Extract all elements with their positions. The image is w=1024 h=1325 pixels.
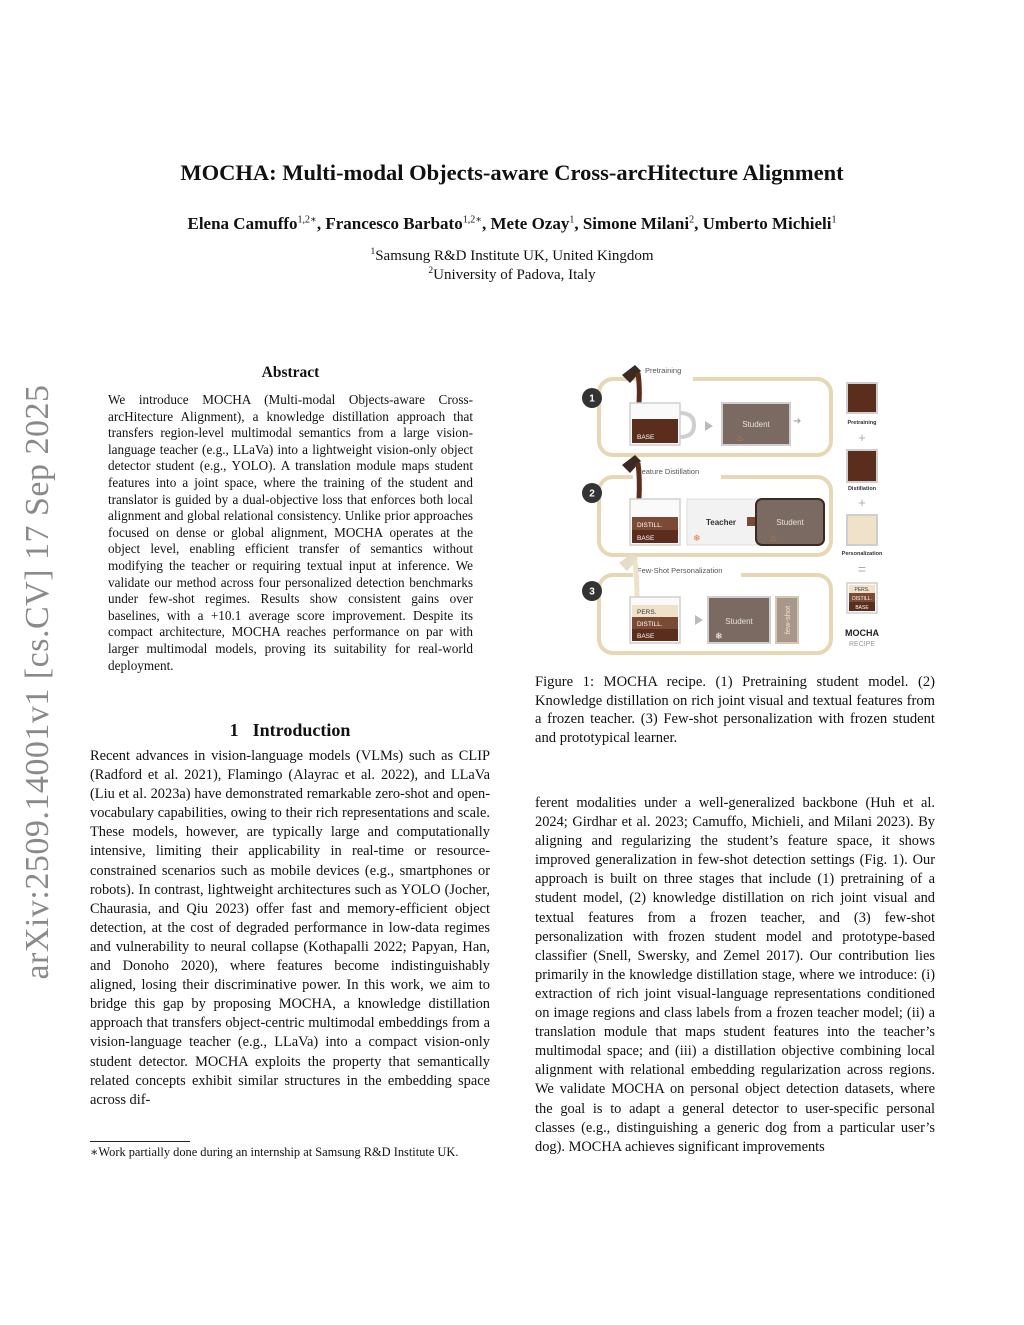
figure-caption: Figure 1: MOCHA recipe. (1) Pretraining student model. (2) Knowledge distillation on rich joint visual and textual features from a frozen teacher. (3) Few-shot personalization with frozen student and prototypical learner. (535, 674, 935, 746)
flame-icon: ♨ (769, 533, 778, 543)
svg-text:1: 1 (589, 393, 595, 405)
recipe-cup-distillation (847, 450, 877, 482)
author-affiliation-mark: 1 (831, 214, 837, 226)
svg-text:DISTILL.: DISTILL. (637, 522, 663, 529)
figure-mocha-recipe (575, 357, 895, 657)
svg-text:BASE: BASE (637, 535, 655, 542)
svg-text:BASE: BASE (855, 605, 869, 611)
footnote: ∗Work partially done during an internship at Samsung R&D Institute UK. (90, 1145, 459, 1159)
svg-text:Personalization: Personalization (841, 551, 883, 557)
svg-text:Distillation: Distillation (847, 486, 877, 492)
svg-text:+: + (858, 495, 866, 510)
svg-text:PERS.: PERS. (854, 587, 870, 593)
introduction-right-column: ferent modalities under a well-generalized backbone (Huh et al. 2024; Girdhar et al. 2023; Camuffo, Michieli, and Milani 2023). By aligning and regularizing the student’s feature space, it shows improved generalization in few-shot detection settings (Fig. 1). Our approach is built on three stages that include (1) pretraining of a student model, (2) knowledge distillation on rich joint visual and textual features from a frozen teacher, and (3) few-shot personalization with frozen student model and prototype-based classifier (Snell, Swersky, and Zemel 2017). Our contribution lies primarily in the knowledge distillation stage, where we introduce: (i) extraction of rich joint visual-language representations conditioned on image regions and class labels from a frozen teacher model; (ii) a translation module that maps student features into the teacher’s multimodal space; and (iii) a distillation objective combining local alignment with relational embedding regularization across regions. We validate MOCHA on personal object detection datasets, where the goal is to adapt a general detector to user-specific personal classes (e.g., distinguishing a generic dog from a particular user’s dog). MOCHA achieves significant improvements (535, 795, 935, 1155)
author-affiliation-mark: 2 (689, 214, 695, 226)
author: Mete Ozay (490, 214, 570, 233)
flame-icon: ♨ (736, 433, 745, 443)
stage-1-label: Pretraining (645, 366, 682, 375)
author-affiliation-mark: 1,2∗ (297, 214, 317, 226)
author: Francesco Barbato (325, 214, 463, 233)
svg-text:Student: Student (725, 617, 753, 626)
mocha-logo: MOCHA (845, 628, 879, 638)
svg-text:DISTILL.: DISTILL. (852, 596, 872, 602)
arrow-right-icon (705, 421, 713, 431)
svg-text:RECIPE: RECIPE (848, 641, 876, 648)
svg-text:=: = (857, 561, 867, 577)
paper-title: MOCHA: Multi-modal Objects-aware Cross-arcHitecture Alignment (180, 160, 844, 185)
abstract-heading: Abstract (261, 364, 320, 381)
abstract-text: We introduce MOCHA (Multi-modal Objects-aware Cross-arcHitecture Alignment), a knowledge distillation approach that transfers region-level multimodal semantics from a large vision-language teacher (e.g., LLaVa) into a lightweight vision-only object detector student (e.g., YOLO). A translation module maps student features into a joint space, where the training of the student and translator is guided by a dual-objective loss that enforces both local alignment and global relational consistency. Unlike prior approaches focused on dense or global alignment, MOCHA operates at the object level, enabling efficient transfer of semantics without modifying the teacher or requiring textual input at inference. We validate our method across four personalized detection benchmarks under few-shot regimes. Results show consistent gains over baselines, with a +10.1 average score improvement. Despite its compact architecture, MOCHA reaches performance on par with larger multimodal models, proving its suitability for real-world deployment. (108, 392, 473, 673)
affiliation: $^1$Samsung R&D Institute UK, United Kingdom (370, 247, 654, 264)
svg-text:3: 3 (589, 586, 595, 598)
author-affiliation-mark: 1,2∗ (462, 214, 483, 226)
author: Umberto Michieli (702, 214, 832, 233)
arxiv-sidebar-stamp (14, 372, 62, 992)
arrow-right-icon: ➜ (793, 416, 802, 427)
arxiv-identifier: arXiv:2509.14001v1 [cs.CV] 17 Sep 2025 (19, 384, 56, 980)
stage-2-label: Feature Distillation (637, 467, 700, 476)
author: Elena Camuffo (187, 214, 298, 233)
svg-text:PERS.: PERS. (637, 609, 657, 616)
svg-text:BASE: BASE (637, 434, 655, 441)
snowflake-icon: ❄ (715, 631, 723, 641)
author-list: Elena Camuffo$^{1,2∗}$, Francesco Barbato$^{1,2∗}$, Mete Ozay$^1$, Simone Milani$^2$, Umberto Michieli$^1$ (187, 214, 837, 233)
introduction-left-column: Recent advances in vision-language models (VLMs) such as CLIP (Radford et al. 2021), Flamingo (Alayrac et al. 2022), and LLaVa (Liu et al. 2023a) have demonstrated remarkable zero-shot and open-vocabulary capabilities, owing to their rich representations and scale. These models, however, are typically large and computationally intensive, limiting their applicability in real-time or resource-constrained scenarios such as mobile devices (e.g., smartphones or robots). In contrast, lightweight architectures such as YOLO (Jocher, Chaurasia, and Qiu 2023) offer fast and memory-efficient object detection, at the cost of degraded performance in low-data regimes and vulnerability to neural collapse (Kothapalli 2022; Papyan, Han, and Donoho 2020), where features become indistinguishably aligned, losing their discriminative power. In this work, we aim to bridge this gap by proposing MOCHA, a knowledge distillation approach that transfers object-centric multimodal embeddings from a vision-language teacher (e.g., LLaVa) into a compact vision-only student detector. MOCHA exploits the property that semantically related concepts exhibit similar structures in the embedding space across dif- (90, 748, 490, 1108)
svg-text:2: 2 (589, 488, 595, 500)
recipe-cup-personalization (847, 515, 877, 545)
snowflake-icon: ❄ (693, 533, 701, 543)
arrow-right-icon (695, 615, 703, 625)
section-heading-introduction: 1 Introduction (229, 720, 351, 740)
svg-text:Pretraining: Pretraining (847, 420, 877, 426)
author-affiliation-mark: 1 (569, 214, 575, 226)
svg-text:few-shot: few-shot (783, 605, 792, 635)
svg-text:Student: Student (742, 420, 770, 429)
svg-text:Teacher: Teacher (705, 518, 737, 527)
recipe-cup-pretraining (847, 383, 877, 413)
stage-3-label: Few-Shot Personalization (637, 566, 723, 575)
svg-text:Student: Student (776, 518, 804, 527)
svg-text:DISTILL.: DISTILL. (637, 621, 663, 628)
affiliation: $^2$University of Padova, Italy (428, 266, 596, 283)
svg-text:BASE: BASE (637, 633, 655, 640)
svg-text:+: + (858, 430, 866, 445)
author: Simone Milani (582, 214, 690, 233)
footnote-divider (90, 1141, 190, 1142)
